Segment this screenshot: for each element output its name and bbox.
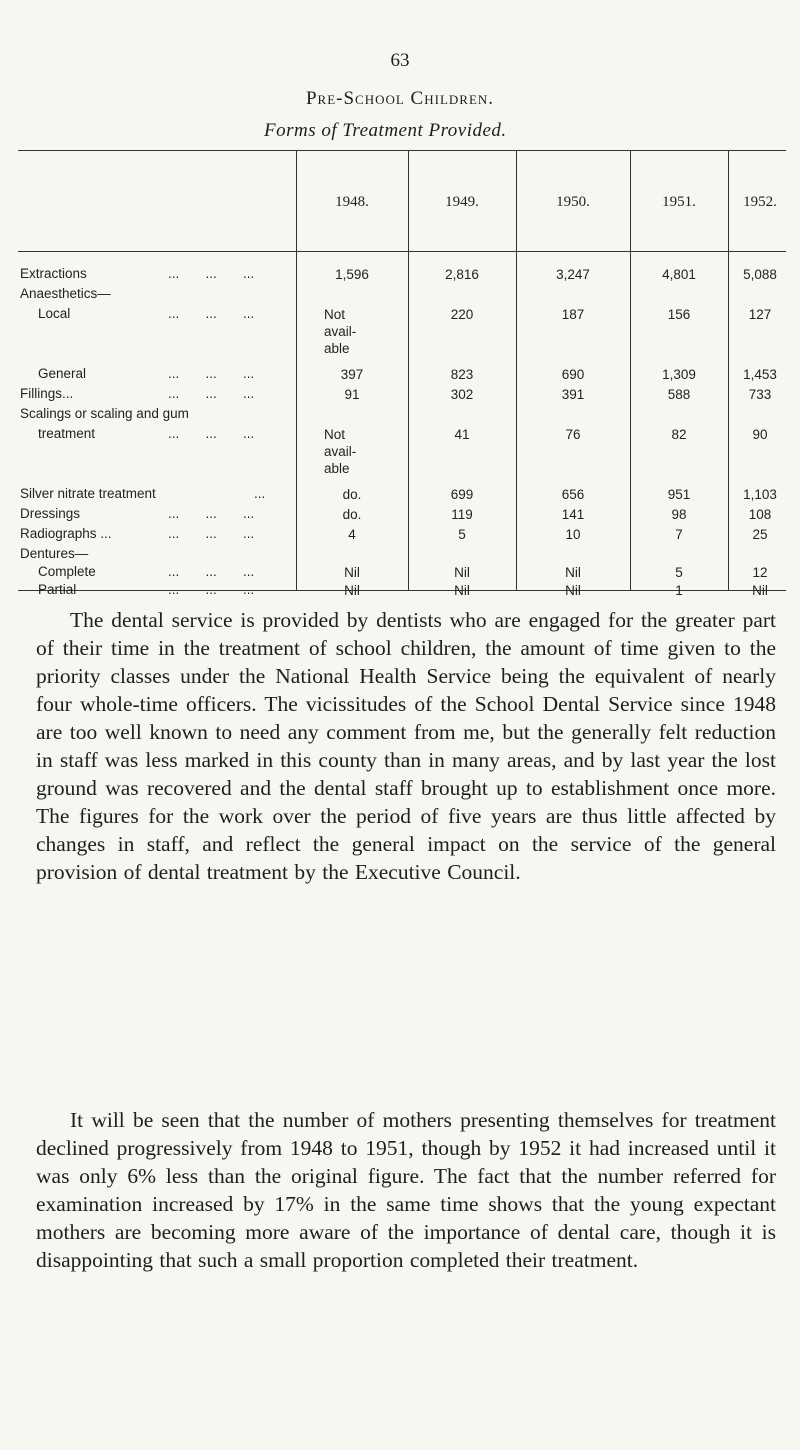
table-cell: 3,247 xyxy=(556,267,590,282)
row-label: Scalings or scaling and gum xyxy=(20,406,189,421)
table-cell: Not avail- able xyxy=(324,427,357,476)
table-cell: 5 xyxy=(675,565,683,580)
table-cell: 951 xyxy=(667,487,691,502)
table-cell: 733 xyxy=(748,387,772,402)
dot-leader: ... ... ... xyxy=(168,582,255,597)
year-header: 1950. xyxy=(556,194,590,210)
table-cell: 98 xyxy=(671,507,687,522)
table-top-rule xyxy=(18,150,786,151)
column-divider xyxy=(516,150,517,590)
dot-leader: ... ... ... xyxy=(168,386,255,401)
paragraph-dental-service xyxy=(36,606,776,886)
table-cell: 90 xyxy=(752,427,768,442)
table-cell: Nil xyxy=(565,583,581,598)
row-label: Silver nitrate treatment xyxy=(20,486,156,501)
year-header: 1949. xyxy=(445,194,479,210)
table-cell: 119 xyxy=(451,507,473,522)
table-cell: 4,801 xyxy=(662,267,696,282)
table-cell: 391 xyxy=(561,387,585,402)
table-cell: Nil xyxy=(344,565,360,580)
table-cell: 156 xyxy=(667,307,691,322)
table-cell: 1,596 xyxy=(335,267,369,282)
table-cell: 220 xyxy=(450,307,474,322)
table-cell: Nil xyxy=(752,583,768,598)
table-cell: do. xyxy=(342,487,362,502)
table-cell: 41 xyxy=(454,427,470,442)
dot-leader: ... ... ... xyxy=(168,564,255,579)
paragraph-mothers xyxy=(36,1106,776,1274)
paragraph-text: It will be seen that the number of mothers presenting themselves for treatment declined progressively from 1948 to 1951, though by 1952 it had increased until it was only 6% less than the original figure. The fact that the number referred for examination increased by 17% in the same time shows that the young expectant mothers are becoming more aware of the importance of dental care, though it is disappointing that such a small proportion completed their treatment. xyxy=(36,1108,776,1272)
row-label: General xyxy=(38,366,87,381)
dot-leader: ... ... ... xyxy=(168,266,255,281)
dot-leader: ... ... ... xyxy=(168,306,255,321)
row-label: Anaesthetics— xyxy=(20,286,111,301)
row-label: Fillings... xyxy=(20,386,74,401)
row-label: Radiographs ... xyxy=(20,526,112,541)
table-cell: 656 xyxy=(561,487,585,502)
table-cell: 76 xyxy=(565,427,581,442)
page-title: Pre-School Children. xyxy=(305,88,495,109)
table-cell: 25 xyxy=(752,527,768,542)
row-label: Complete xyxy=(38,564,96,579)
row-label: treatment xyxy=(38,426,96,441)
table-cell: Nil xyxy=(454,565,470,580)
table-cell: 10 xyxy=(565,527,581,542)
table-cell: Nil xyxy=(344,583,360,598)
dot-leader: ... ... ... xyxy=(168,506,255,521)
table-cell: 1,103 xyxy=(743,487,777,502)
table-header-rule xyxy=(18,251,786,252)
page-subtitle: Forms of Treatment Provided. xyxy=(264,120,507,141)
table-cell: 397 xyxy=(340,367,364,382)
table-cell: 1,453 xyxy=(743,367,777,382)
table-cell: 1,309 xyxy=(662,367,696,382)
table-cell: 141 xyxy=(561,507,585,522)
table-cell: 690 xyxy=(561,367,585,382)
table-cell: Nil xyxy=(565,565,581,580)
treatment-table xyxy=(18,150,786,598)
paragraph-text: The dental service is provided by dentists who are engaged for the greater part of their time in the treatment of school children, the amount of time given to the priority classes under the National Health Service being the equivalent of nearly four whole-time officers. The vicissitudes of the School Dental Service since 1948 are too well known to need any comment from me, but the generally felt reduction in staff was less marked in this county than in many areas, and by last year the lost ground was recovered and the dental staff brought up to establishment once more. The figures for the work over the period of five years are thus little affected by changes in staff, and reflect the general impact on the service of the general provision of dental treatment by the Executive Council. xyxy=(36,608,776,884)
table-cell: 127 xyxy=(748,307,772,322)
dot-leader: ... ... ... xyxy=(168,366,255,381)
row-label: Dentures— xyxy=(20,546,89,561)
table-cell: 4 xyxy=(348,527,356,542)
table-cell: do. xyxy=(342,507,362,522)
table-cell: Nil xyxy=(454,583,470,598)
dot-leader: ... ... ... xyxy=(168,526,255,541)
table-cell: 91 xyxy=(344,387,360,402)
table-cell: 823 xyxy=(450,367,474,382)
table-cell: 7 xyxy=(675,527,683,542)
year-header: 1952. xyxy=(743,194,777,210)
table-cell: 2,816 xyxy=(445,267,479,282)
table-cell: Not avail- able xyxy=(324,307,357,356)
table-cell: 302 xyxy=(450,387,474,402)
table-cell: 187 xyxy=(561,307,585,322)
table-cell: 588 xyxy=(667,387,691,402)
table-cell: 1 xyxy=(675,583,683,598)
dot-leader: ... xyxy=(254,486,266,501)
row-label: Partial xyxy=(38,582,77,597)
table-cell: 5,088 xyxy=(743,267,777,282)
year-header: 1948. xyxy=(335,194,369,210)
column-divider xyxy=(408,150,409,590)
row-label: Extractions xyxy=(20,266,87,281)
page-number: 63 xyxy=(390,50,410,71)
table-cell: 699 xyxy=(450,487,474,502)
year-header: 1951. xyxy=(662,194,696,210)
dot-leader: ... ... ... xyxy=(168,426,255,441)
column-divider xyxy=(296,150,297,590)
table-cell: 5 xyxy=(458,527,466,542)
row-label: Dressings xyxy=(20,506,81,521)
table-cell: 82 xyxy=(671,427,687,442)
table-cell: 12 xyxy=(752,565,768,580)
table-cell: 108 xyxy=(748,507,772,522)
row-label: Local xyxy=(38,306,71,321)
